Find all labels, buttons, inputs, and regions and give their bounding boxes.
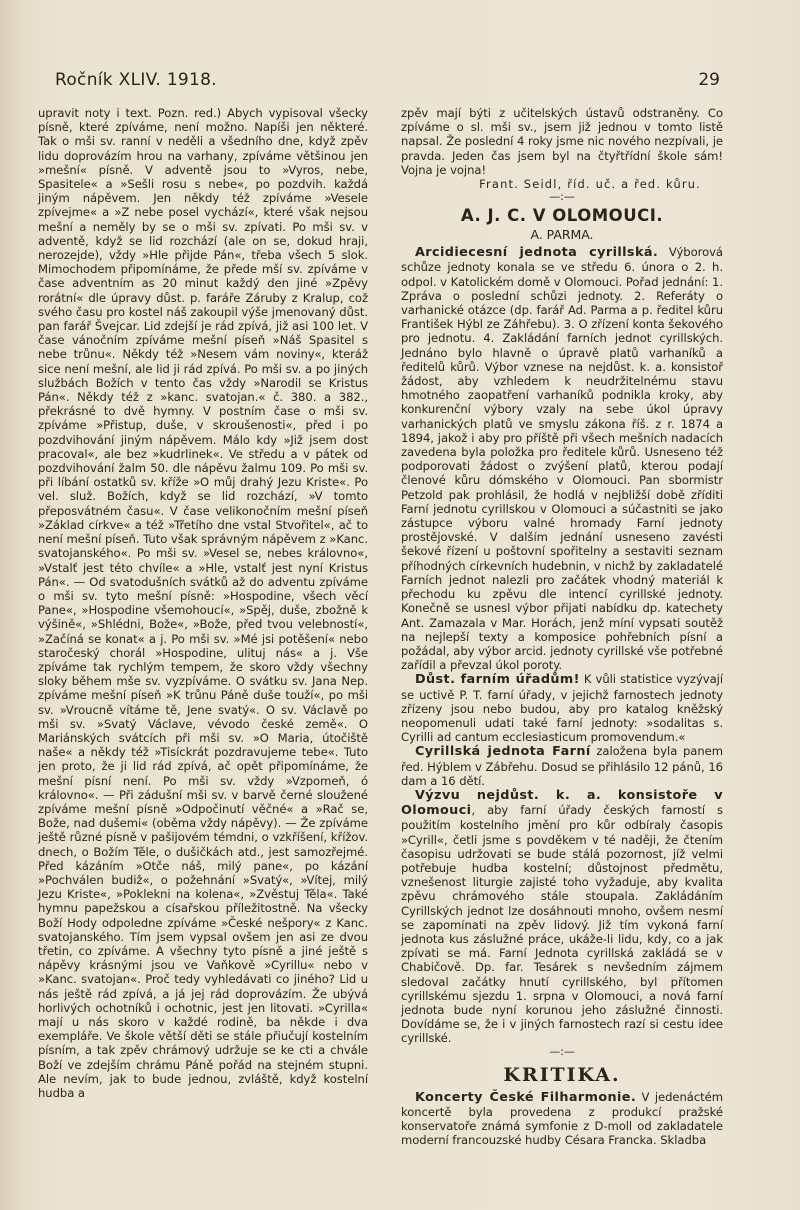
news-item-heading: Cyrillská jednota Farní <box>415 744 591 760</box>
news-item-text: založena byla panem řed. Hýblem v Zábřehu. Dosud se přihlásilo 12 pánů, 16 dam a 16 dětí. <box>401 744 723 788</box>
review-item-heading: Koncerty České Filharmonie. <box>415 1089 637 1105</box>
left-column <box>38 106 368 1100</box>
review-item-text: V jedenáctém koncertě byla provedena z produkcí pražské konservatoře známá symfonie z D-moll od zakladatele moderní francouzské hudby Césara Francka. Skladba <box>401 1089 723 1148</box>
section-divider: —:— <box>549 1044 575 1058</box>
section-title-kritika: KRITIKA. <box>503 1063 621 1086</box>
running-head <box>55 70 720 100</box>
news-item-text: Výborová schůze jednoty konala se ve středu 6. února o 2. h. odpol. v Katolickém domě v Olomouci. Pořad jednání: 1. Zpráva o poslední schůzi jednoty. 2. Referáty o varhanické otázce (dp. farář Ad. Parma a p. ředitel kůru František Hýbl ze Záhřebu). 3. O zřízení konta šekového pro jednotu. 4. Zakládání farních jednot cyrillských. Jednáno bylo hlavně o úpravě platů varhaníků a ředitelů kůrů. Výbor vznese na nejdůst. k. a. konsistoř žádost, aby vzhledem k neudržitelnému stavu hmotného zaopatření varhaníků podnikla kroky, aby konkurenční výbory vzaly na sebe úkol úpravy varhanických platů ve smyslu zákona říš. z r. 1874 a 1894, jakož i aby pro příště při všech mešních nadacích zavedena byla položka pro ředitele kůrů. Usneseno též podporovati žádost o zvýšení platů, kterou podají členové kůru dómského v Olomouci. Pan sbormistr Petzold pak prohlásil, že hodlá v nejbližší době zříditi Farní jednotu cyrillskou v Olomouci a súčastniti se jako zástupce výboru valné hromady Farní jednoty prostějovské. V dalším jednání usneseno zavésti šekové řízení u poštovní spořitelny a sestaviti seznam příhodných církevních hudebnin, v nichž by zakladatelé Farních jednot nalezli pro začátek vhodný materiál k přechodu ku zpěvu dle intencí cyrillské jednoty. Konečně se usnesl výbor přijati nabídku dp. katechety Ant. Zamazala v Mar. Horách, jenž míní vypsati soutěž na nejlepší texty a komposice pohřebních písní a požádal, aby výbor arcid. jednoty cyrillské vše potřebné zařídil a převzal úkol poroty. <box>401 245 723 673</box>
article-body-paragraph: upravit noty i text. Pozn. red.) Abych vypisoval všecky písně, které zpíváme, není možno. Napíši jen některé. Tak o mši sv. ranní v neděli a všedního dne, když zpěv lidu doprovázím hrou na varhany, zpíváme většinou jen »mešní« písně. V adventě jsou to »Vyros, nebe, Spasitele« a »Sešli rosu s nebe«, po pozdvih. každá jiným nápěvem. Jen někdy též zpíváme »Vesele zpívejme« a »Z nebe posel vychází«, které však nejsou mešní a neměly by se o mši sv. zpívati. Po mši sv. v adventě, když se lid rozchází (ale on se, dokud hraji, nerozejde), vždy »Hle přijde Pán«, třeba všech 5 slok. Mimochodem připomínáme, že přede mší sv. zpíváme v čase adventním as 20 minut každý den jiné »Zpěvy rorátní« dle úpravy důst. p. faráře Záruby z Kralup, což svého času pro kostel náš zakoupil výše jmenovaný důst. pan farář Švejcar. Lid zdejší je rád zpívá, již asi 100 let. V čase vánočním zpíváme mešní píseň »Náš Spasitel s nebe trůnu«. Někdy též »Nesem vám noviny«, kteráž sice není mešní, ale lid ji rád zpívá. Po mši sv. a po jiných službách Božích v tento čas vždy »Narodil se Kristus Pán«. Někdy též z »kanc. svatojan.« č. 380. a 382., překrásné to dvě hymny. V postním čase o mši sv. zpíváme »Přistup, duše, v skroušenosti«, před i po pozdvihování jiným nápěvem. Málo kdy »Již jsem dost pracoval«, ale bez »kudrlinek«. Ve středu a v pátek od pozdvihování žalm 50. dle nápěvu žalmu 109. Po mši sv. při líbání ostatků sv. kříže »O můj drahý Jezu Kriste«. Po vel. služ. Božích, když se lid rozchází, »V tomto přeposvátném času«. V čase velikonočním mešní píseň »Základ církve« a též »Třetího dne vstal Stvořitel«, ač to není mešní píseň. Tuto však správným nápěvem z »Kanc. svatojanského«. Po mši sv. »Vesel se, nebes královno«, »Vstalť jest této chvíle« a »Hle, vstalť jest nyní Kristus Pán«. — Od svatodušních svátků až do adventu zpíváme o mši sv. tyto mešní písně: »Hospodine, všech věcí Pane«, »Hospodine všemohoucí«, »Spěj, duše, zbožně k výšině«, »Shlédni, Bože«, »Bože, před tvou velebností«, »Začíná se konat« a j. Po mši sv. »Mé jsi potěšení« nebo staročeský chorál »Hospodine, ulituj nás« a j. Vše zpíváme tak rychlým tempem, že skoro vždy všechny sloky během mše sv. vyzpíváme. O svátku sv. Jana Nep. zpíváme mešní píseň »K trůnu Páně duše touží«, po mši sv. »Vroucně vítáme tě, Jene svatý«. O sv. Václavě po mši sv. »Svatý Václave, vévodo české země«. O Mariánských svátcích při mši sv. »O Maria, útočiště naše« a někdy též »Tisíckrát pozdravujeme tebe«. Tuto jen proto, že ji lid rád zpívá, ač opět připomínáme, že mešní písní není. Po mši sv. vždy »Vzpomeň, ó královno«. — Při zádušní mši sv. v barvě černé sloužené zpíváme mešní písně »Odpočinutí věčné« a »Rač se, Bože, nad dušemi« (oběma vždy nápěvy). — Že zpíváme ještě různé písně v pašijovém témdni, o vzkříšení, křížov. dnech, o Božím Těle, o dušičkách atd., jest samozřejmé. Před kázáním »Otče náš, milý pane«, po kázání »Pochválen budiž«, o požehnání »Svatý«, »Vítej, milý Jezu Kriste«, »Poklekni na kolena«, »Zvěstuj Těla«. Také hymnu papežskou a císařskou příležitostně. Na všecky Boží Hody odpoledne zpíváme »České nešpory« z Kanc. svatojanského. Tím jsem vypsal ovšem jen asi ze dvou třetin, co zpíváme. A všechny tyto písně a jiné ještě s nápěvy krásnými jsou ve Vaňkově »Cyrillu« nebo v »Kanc. svatojan«. Proč tedy vyhledávati co jiného? Lid u nás ještě rád zpívá, a já jej rád doprovázím. Že ubývá horlivých ochotníků i ochotnic, jest jen litovati. »Cyrilla« mají u nás skoro v každé rodině, ba někde i dva exempláře. Ve škole větší děti se stále přiučují kostelním písním, a tak zpěv chrámový udržuje se ke cti a chvále Boží ve zdejším chrámu Páně pořád na stejném stupni. Ale nevím, jak to bude jednou, zvláště, když kostelní hudba a <box>38 106 368 1101</box>
news-item <box>401 672 723 744</box>
news-item <box>401 744 723 788</box>
volume-year: Ročník XLIV. 1918. <box>55 70 217 90</box>
news-item-heading: Výzvu nejdůst. k. a. konsistoře v Olomouci <box>401 787 723 819</box>
article-continuation: zpěv mají býti z učitelských ústavů odstraněny. Co zpíváme o sl. mši sv., jsem již jednou v tomto listě napsal. Že poslední 4 roky jsme nic nového nezpívali, je pravda. Jeden čas jsem byl na čtyřtřídní škole sám! Vojna je vojna! <box>401 106 723 177</box>
news-item <box>401 245 723 672</box>
news-item <box>401 788 723 1046</box>
section-title-olomouc: A. J. C. V OLOMOUCI. <box>460 206 664 226</box>
section-author: A. PARMA. <box>530 227 594 243</box>
section-divider: —:— <box>549 190 575 204</box>
news-item-text: , aby farní úřady českých farností s použitím kostelního jmění pro kůr odbíraly časopis »Cyrill«, četli jsme s povděkem v té naději, že čtením časopisu udržovati se bude stálá pozornost, jíž velmi potřebuje hudba kostelní; důstojnost předmětu, vznešenost liturgie zajisté toho vyžaduje, aby kvalita zpěvu chrámového stále stoupala. Zakládáním Cyrillských jednot lze dosáhnouti mnoho, ovšem nesmí se zapomínati na zpěv lidový. Již tím vykoná farní jednota kus záslužné práce, ukáže-li lidu, kdy, co a jak zpívati se má. Farní Jednota cyrillská zakládá se v Chabičově. Dp. far. Tesárek s nevšedním zájmem sledoval začátky hnutí cyrillského, byl přítomen cyrillskému sjezdu 1. srpna v Olomouci, a nová farní jednota bude nyní korunou jeho záslužné činnosti. Dovídáme se, že i v jiných farnostech razí si cestu idee cyrillské. <box>401 803 723 1046</box>
right-column <box>401 106 723 1147</box>
author-signature: Frant. Seidl, říd. uč. a řed. kůru. <box>479 177 701 192</box>
news-item-heading: Arcidiecesní jednota cyrillská. <box>415 245 659 261</box>
news-item-heading: Důst. farním úřadům! <box>415 672 580 688</box>
review-item <box>401 1090 723 1148</box>
page-number: 29 <box>698 70 720 90</box>
news-item-text: K vůli statistice vyzývají se uctivě P. T. farní úřady, v jejichž farnostech jednoty zřízeny jsou nebo budou, aby pro katalog kněžský neopomenuli udati také farní jednoty: »sodalitas s. Cyrilli ad cantum ecclesiasticum promovendum.« <box>401 672 723 745</box>
